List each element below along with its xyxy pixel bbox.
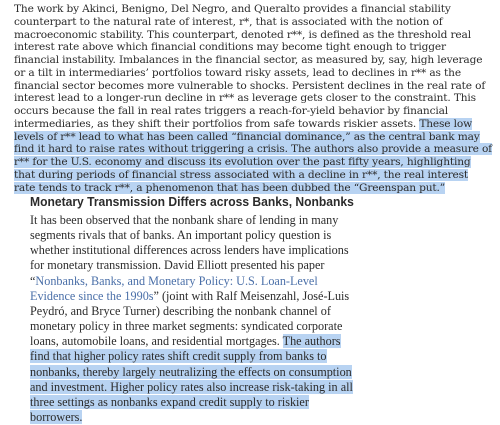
paragraph-monetary-transmission (30, 213, 360, 425)
selected-text[interactable]: The authors find that higher policy rates shift credit supply from banks to nonbanks, thereby largely neutralizing the effects on consumption and investment. Higher policy rates also increase risk-taking in all three settings as nonbanks expand credit supply to riskier borrowers. (30, 334, 353, 425)
paper-link[interactable]: Nonbanks, Banks, and Monetary Policy: U.S. Loan-Level Evidence since the 1990s (30, 273, 318, 303)
paragraph-financial-stability (14, 3, 492, 194)
paragraph-text: ” (joint with Ralf Meisenzahl, José-Luis Peydró, and Bryce Turner) describing the nonbank channel of monetary policy in three market segments: syndicated corporate loans, automobile loans, and residential mortgages. (30, 288, 350, 349)
selected-text[interactable]: These low levels of r** lead to what has been called “financial dominance,” as the central bank may find it hard to raise rates without triggering a crisis. The authors also provide a measure of r** for the U.S. economy and discuss its evolution over the past fifty years, highlighting that during periods of financial stress associated with a decline in r**, the real interest rate tends to track r**, a phenomenon that has been dubbed the “Greenspan put.” (14, 117, 492, 194)
section-heading: Monetary Transmission Differs across Banks, Nonbanks (30, 194, 354, 209)
paragraph-text: The work by Akinci, Benigno, Del Negro, and Queralto provides a financial stability counterpart to the natural rate of interest, r*, that is associated with the notion of macroeconomic stability. This counterpart, denoted r**, is defined as the threshold real interest rate above which financial conditions may become tight enough to trigger financial instability. Imbalances in the financial sector, as measured by, say, high leverage or a tilt in intermediaries’ portfolios toward risky assets, lead to declines in r** as the financial sector becomes more vulnerable to shocks. Persistent declines in the real rate of interest lead to a longer-run decline in r** as leverage gets closer to the constraint. This occurs because the fall in real rates triggers a reach-for-yield behavior by financial intermediaries, as they shift their portfolios from safe towards riskier assets. (14, 3, 486, 130)
paragraph-text: It has been observed that the nonbank share of lending in many segments rivals that of banks. An important policy question is whether institutional differences across lenders have implications for monetary transmission. David Elliott presented his paper “ (30, 213, 349, 288)
